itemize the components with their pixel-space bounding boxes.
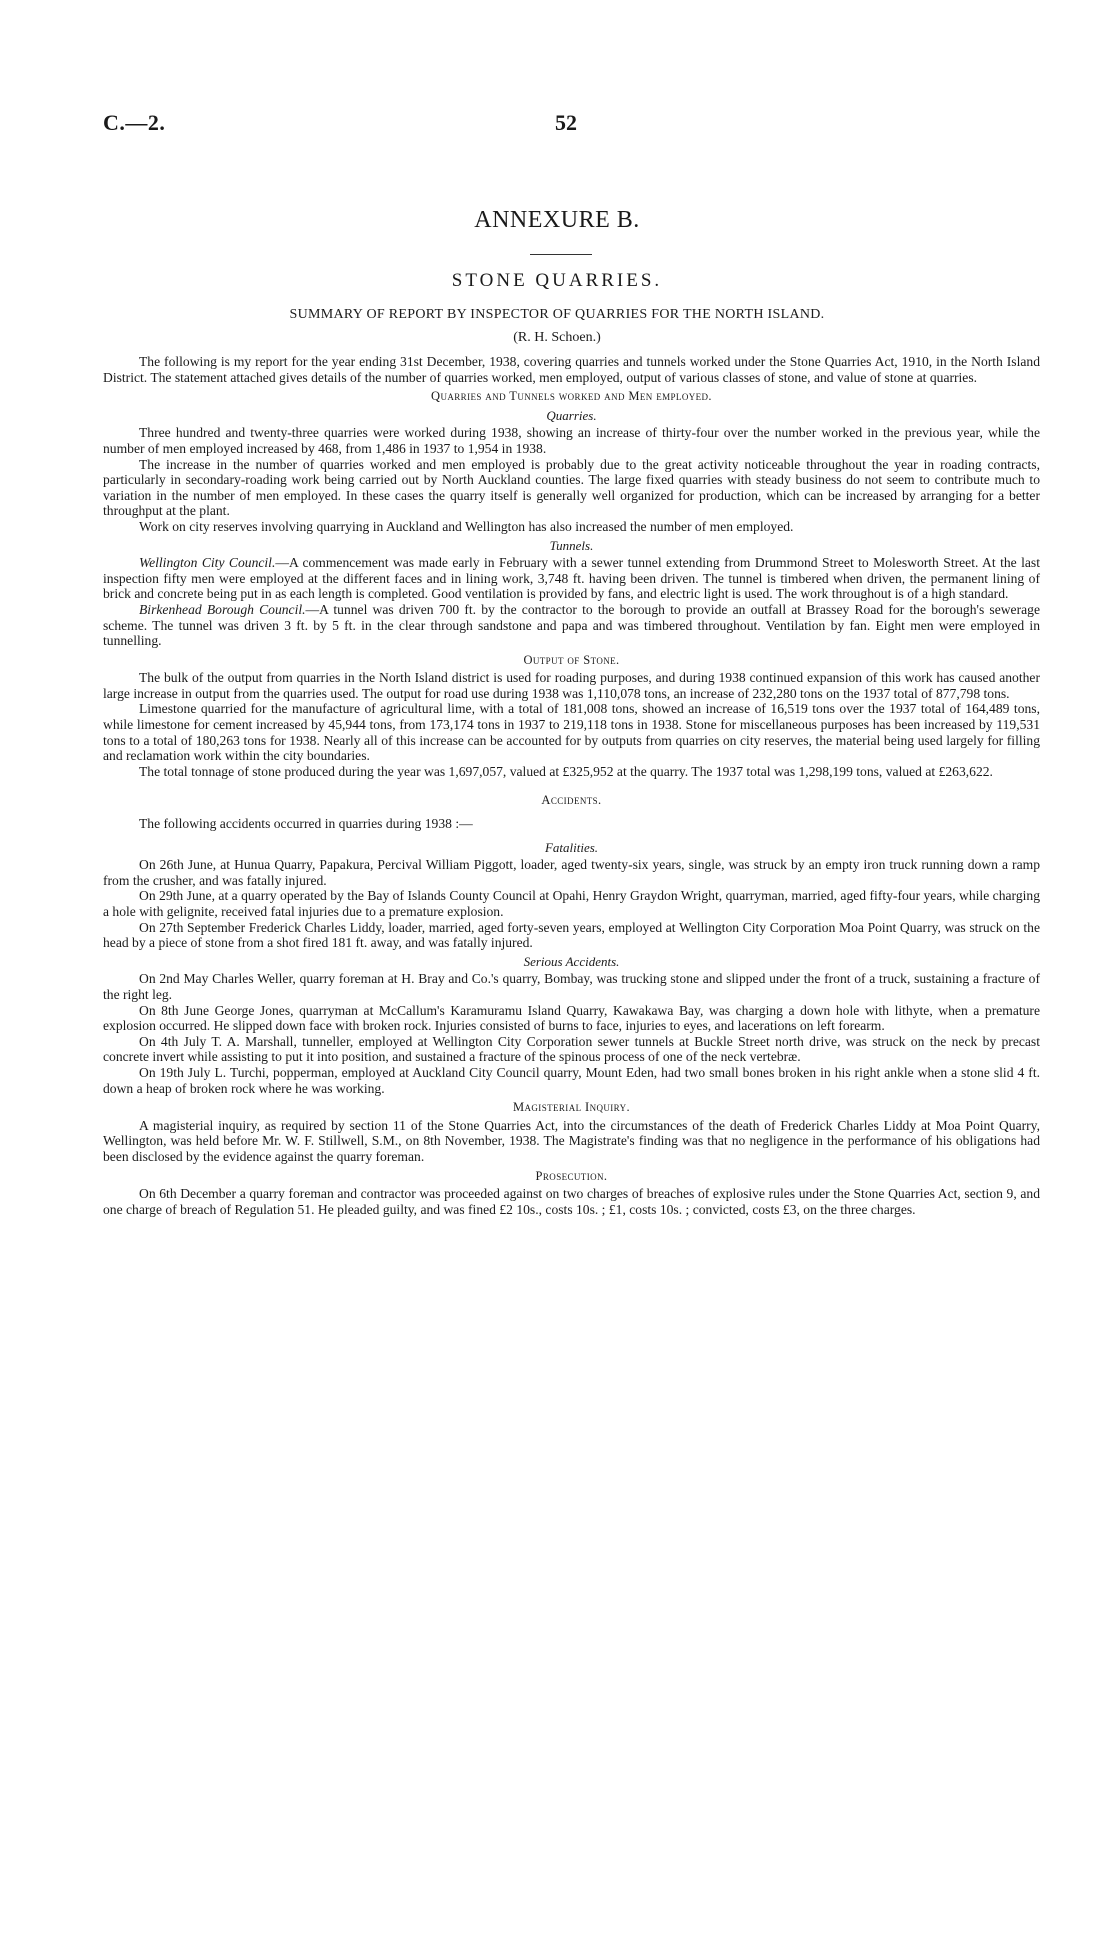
section-heading-inquiry: Magisterial Inquiry.: [512, 1100, 631, 1115]
section-heading-quarries-tunnels: Quarries and Tunnels worked and Men employed.: [431, 389, 712, 404]
section-heading-accidents: Accidents.: [541, 793, 602, 808]
fatality-paragraph: On 27th September Frederick Charles Liddy, loader, married, aged forty-seven years, employed at Wellington City Corporation Moa Point Quarry, was struck on the head by a piece of stone from a shot fired 181 ft. away, and was fatally injured.: [103, 919, 1040, 951]
title-divider: [530, 254, 592, 255]
tunnel-lead: Birkenhead Borough Council.: [139, 601, 306, 617]
section-spacer: [103, 779, 1040, 789]
quarries-paragraph: Three hundred and twenty-three quarries were worked during 1938, showing an increase of thirty-four over the number worked in the previous year, while the number of men employed increased by 468, from 1,486 in 1937 to 1,954 in 1938.: [103, 425, 1040, 456]
inquiry-paragraph: A magisterial inquiry, as required by section 11 of the Stone Quarries Act, into the circumstances of the death of Frederick Charles Liddy at Moa Point Quarry, Wellington, was held before Mr. W. F. Stillwell, S.M., on 8th November, 1938. The Magistrate's finding was that no negligence in the performance of his obligations had been disclosed by the evidence against the quarry foreman.: [103, 1117, 1040, 1164]
section-heading-prosecution: Prosecution.: [535, 1168, 608, 1183]
report-author: (R. H. Schoen.): [513, 330, 601, 345]
prosecution-paragraph: On 6th December a quarry foreman and contractor was proceeded against on two charges of breaches of explosive rules under the Stone Quarries Act, section 9, and one charge of breach of Regulation 51. He pleaded guilty, and was fined £2 10s., costs 10s. ; £1, costs 10s. ; convicted, costs £3, on the three charges.: [103, 1186, 1040, 1217]
subheading-serious-accidents: Serious Accidents.: [523, 953, 620, 969]
annexure-title: ANNEXURE B.: [474, 207, 640, 233]
subheading-fatalities: Fatalities.: [544, 839, 599, 855]
tunnel-text: —A tunnel was driven 700 ft. by the contractor to the borough to provide an outfall at Brassey Road for the borough's sewerage scheme. The tunnel was driven 3 ft. by 5 ft. in the clear through sandstone and papa and was timbered throughout. Ventilation by fan. Eight men were employed in tunnelling.: [103, 601, 1040, 649]
tunnel-paragraph: [103, 555, 1040, 602]
section-spacer: [103, 832, 1040, 837]
page-number: 52: [555, 110, 577, 135]
output-paragraph: The bulk of the output from quarries in the North Island district is used for roading purposes, and during 1938 continued expansion of this work has caused another large increase in output from the quarries used. The output for road use during 1938 was 1,110,078 tons, an increase of 232,280 tons on the 1937 total of 877,798 tons.: [103, 670, 1040, 701]
output-paragraph: The total tonnage of stone produced during the year was 1,697,057, valued at £325,952 at the quarry. The 1937 total was 1,298,199 tons, valued at £263,622.: [139, 763, 993, 779]
tunnel-paragraph: [103, 602, 1040, 649]
subheading-tunnels: Tunnels.: [549, 537, 594, 553]
subheading-quarries: Quarries.: [546, 407, 597, 423]
serious-accident-paragraph: On 4th July T. A. Marshall, tunneller, employed at Wellington City Corporation sewer tunnels at Buckle Street north drive, was struck on the neck by precast concrete invert while assisting to put it into position, and sustained a fracture of the spinous process of one of the neck vertebræ.: [103, 1033, 1040, 1065]
accidents-intro: The following accidents occurred in quarries during 1938 :—: [139, 816, 473, 832]
report-title: STONE QUARRIES.: [451, 270, 663, 291]
fatality-paragraph: On 26th June, at Hunua Quarry, Papakura, Percival William Piggott, loader, aged twenty-six years, single, was struck by an empty iron truck running down a ramp from the crusher, and was fatally injured.: [103, 857, 1040, 888]
serious-accident-paragraph: On 19th July L. Turchi, popperman, employed at Auckland City Council quarry, Mount Eden, had two small bones broken in his right ankle when a stone slid 4 ft. down a heap of broken rock where he was working.: [103, 1064, 1040, 1096]
output-paragraph: Limestone quarried for the manufacture of agricultural lime, with a total of 181,008 tons, showed an increase of 16,519 tons over the 1937 total of 164,489 tons, while limestone for cement increased by 45,944 tons, from 173,174 tons in 1937 to 219,118 tons in 1938. Stone for miscellaneous purposes has been increased by 119,531 tons to a total of 180,263 tons for 1938. Nearly all of this increase can be accounted for by outputs from quarries on city reserves, the material being used largely for filling and reclamation work within the city boundaries.: [103, 701, 1040, 764]
report-body: [103, 354, 1040, 1217]
document-reference-code: C.—2.: [103, 110, 166, 135]
fatality-paragraph: On 29th June, at a quarry operated by the Bay of Islands County Council at Opahi, Henry Graydon Wright, quarryman, married, aged fifty-four years, while charging a hole with gelignite, received fatal injuries due to a premature explosion.: [103, 888, 1040, 919]
serious-accident-paragraph: On 8th June George Jones, quarryman at McCallum's Karamuramu Island Quarry, Kawakawa Bay, was charging a down hole with lithyte, when a premature explosion occurred. He slipped down face with broken rock. Injuries consisted of burns to face, injuries to eyes, and lacerations on left forearm.: [103, 1002, 1040, 1034]
quarries-paragraph: The increase in the number of quarries worked and men employed is probably due to the great activity noticeable throughout the year in roading contracts, particularly in secondary-roading work being carried out by North Auckland counties. The large fixed quarries with steady business do not seem to contribute much to variation in the number of men employed. In these cases the quarry itself is generally well organized for production, which can be increased by arranging for a better throughput at the plant.: [103, 456, 1040, 519]
quarries-paragraph: Work on city reserves involving quarrying in Auckland and Wellington has also increased the number of men employed.: [139, 518, 794, 534]
report-subtitle: SUMMARY OF REPORT BY INSPECTOR OF QUARRIES FOR THE NORTH ISLAND.: [289, 307, 825, 322]
intro-paragraph: The following is my report for the year ending 31st December, 1938, covering quarries and tunnels worked under the Stone Quarries Act, 1910, in the North Island District. The statement attached gives details of the number of quarries worked, men employed, output of various classes of stone, and value of stone at quarries.: [103, 354, 1040, 385]
tunnel-text: —A commencement was made early in February with a sewer tunnel extending from Drummond Street to Molesworth Street. At the last inspection fifty men were employed at the different faces and in lining work, 3,748 ft. having been driven. The tunnel is timbered when driven, the permanent lining of brick and concrete being put in as each length is completed. Good ventilation is provided by fans, and electric light is used. The work throughout is of a high standard.: [103, 555, 1040, 602]
tunnel-lead: Wellington City Council.: [139, 555, 276, 571]
section-heading-output: Output of Stone.: [523, 652, 620, 667]
serious-accident-paragraph: On 2nd May Charles Weller, quarry foreman at H. Bray and Co.'s quarry, Bombay, was trucking stone and slipped under the front of a truck, sustaining a fracture of the right leg.: [103, 971, 1040, 1002]
